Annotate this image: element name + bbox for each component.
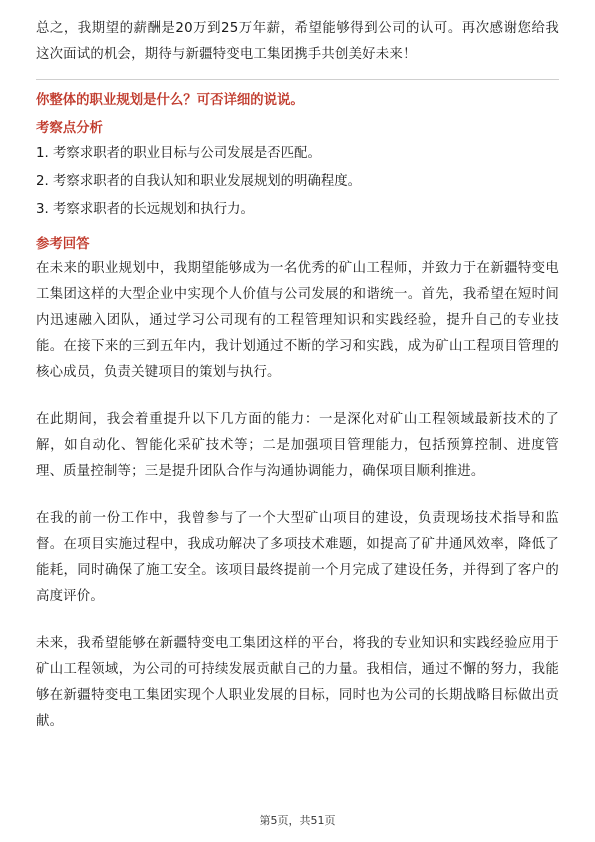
answer-title: 参考回答 (36, 237, 90, 252)
paragraph-gap (36, 386, 559, 407)
list-item: 2. 考察求职者的自我认知和职业发展规划的明确程度。 (36, 174, 362, 189)
analysis-title: 考察点分析 (36, 121, 103, 136)
list-item: 1. 考察求职者的职业目标与公司发展是否匹配。 (36, 146, 321, 161)
paragraph-gap (36, 485, 559, 506)
list-item: 3. 考察求职者的长远规划和执行力。 (36, 202, 254, 217)
answer-paragraph: 在未来的职业规划中，我期望能够成为一名优秀的矿山工程师，并致力于在新疆特变电工集团这样的大型企业中实现个人价值与公司发展的和谐统一。首先，我希望在短时间内迅速融入团队，通过学习公司现有的工程管理知识和实践经验，提升自己的专业技能。在接下来的三到五年内，我计划通过不断的学习和实践，成为矿山工程项目管理的核心成员，负责关键项目的策划与执行。 (36, 261, 559, 380)
question-heading: 你整体的职业规划是什么？可否详细的说说。 (36, 93, 304, 108)
document-page (36, 16, 559, 735)
answer-paragraph: 未来，我希望能够在新疆特变电工集团这样的平台，将我的专业知识和实践经验应用于矿山工程领域，为公司的可持续发展贡献自己的力量。我相信，通过不懈的努力，我能够在新疆特变电工集团实现个人职业发展的目标，同时也为公司的长期战略目标做出贡献。 (36, 636, 559, 729)
answer-paragraph: 在我的前一份工作中，我曾参与了一个大型矿山项目的建设，负责现场技术指导和监督。在项目实施过程中，我成功解决了多项技术难题，如提高了矿井通风效率，降低了能耗，同时确保了施工安全。该项目最终提前一个月完成了建设任务，并得到了客户的高度评价。 (36, 511, 559, 604)
intro-paragraph: 总之，我期望的薪酬是20万到25万年薪，希望能够得到公司的认可。再次感谢您给我这次面试的机会，期待与新疆特变电工集团携手共创美好未来！ (36, 21, 559, 62)
section-divider (36, 79, 559, 80)
paragraph-gap (36, 610, 559, 631)
answer-paragraph: 在此期间，我会着重提升以下几方面的能力：一是深化对矿山工程领域最新技术的了解，如自动化、智能化采矿技术等；二是加强项目管理能力，包括预算控制、进度管理、质量控制等；三是提升团队合作与沟通协调能力，确保项目顺利推进。 (36, 412, 559, 479)
page-number-footer: 第5页，共51页 (259, 814, 336, 827)
analysis-list (36, 140, 559, 224)
